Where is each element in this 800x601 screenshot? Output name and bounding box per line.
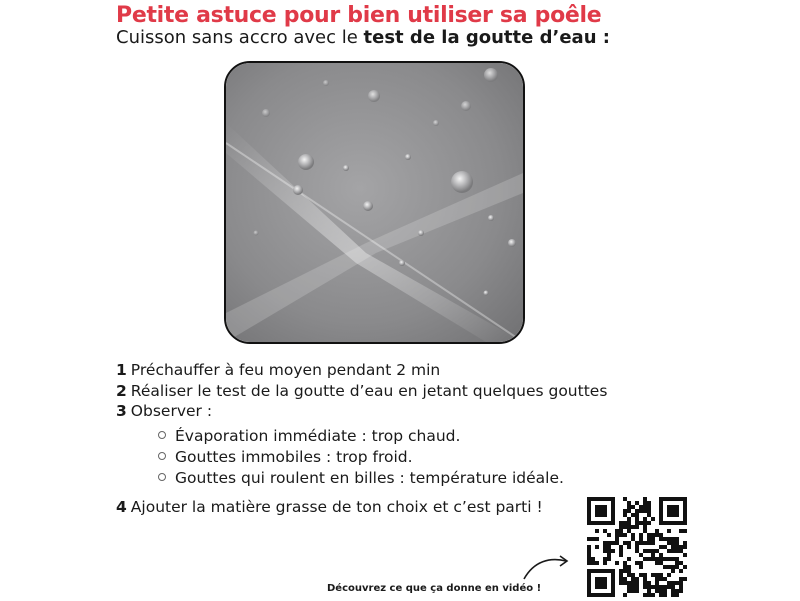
bullet-icon [158, 473, 166, 481]
page-subtitle [116, 26, 610, 50]
observation-text: Gouttes qui roulent en billes : température idéale. [175, 469, 564, 487]
observation-3 [158, 468, 564, 488]
bullet-icon [158, 452, 166, 460]
page-title: Petite astuce pour bien utiliser sa poêle [116, 3, 602, 28]
observation-2 [158, 447, 413, 467]
step-number: 2 [116, 381, 127, 400]
step-4 [116, 497, 543, 517]
step-text: Réaliser le test de la goutte d’eau en jetant quelques gouttes [130, 381, 608, 400]
steps-list [116, 360, 607, 422]
step-text: Préchauffer à feu moyen pendant 2 min [130, 361, 441, 379]
step-3 [116, 401, 607, 422]
step-number: 4 [116, 498, 127, 516]
bullet-icon [158, 431, 166, 439]
step-text: Ajouter la matière grasse de ton choix et c’est parti ! [130, 498, 543, 516]
step-text: Observer : [130, 402, 213, 420]
observation-1 [158, 426, 460, 446]
observation-text: Évaporation immédiate : trop chaud. [175, 427, 461, 445]
observation-text: Gouttes immobiles : trop froid. [175, 448, 413, 466]
step-1 [116, 360, 607, 381]
step-number: 3 [116, 402, 127, 420]
video-cta-text: Découvrez ce que ça donne en vidéo ! [327, 583, 542, 594]
step-2 [116, 381, 607, 402]
subtitle-prefix: Cuisson sans accro avec le [116, 27, 364, 48]
subtitle-bold: test de la goutte d’eau : [363, 27, 610, 48]
qr-code-icon[interactable] [587, 497, 687, 601]
pan-water-drop-photo [224, 61, 525, 344]
step-number: 1 [116, 361, 127, 379]
